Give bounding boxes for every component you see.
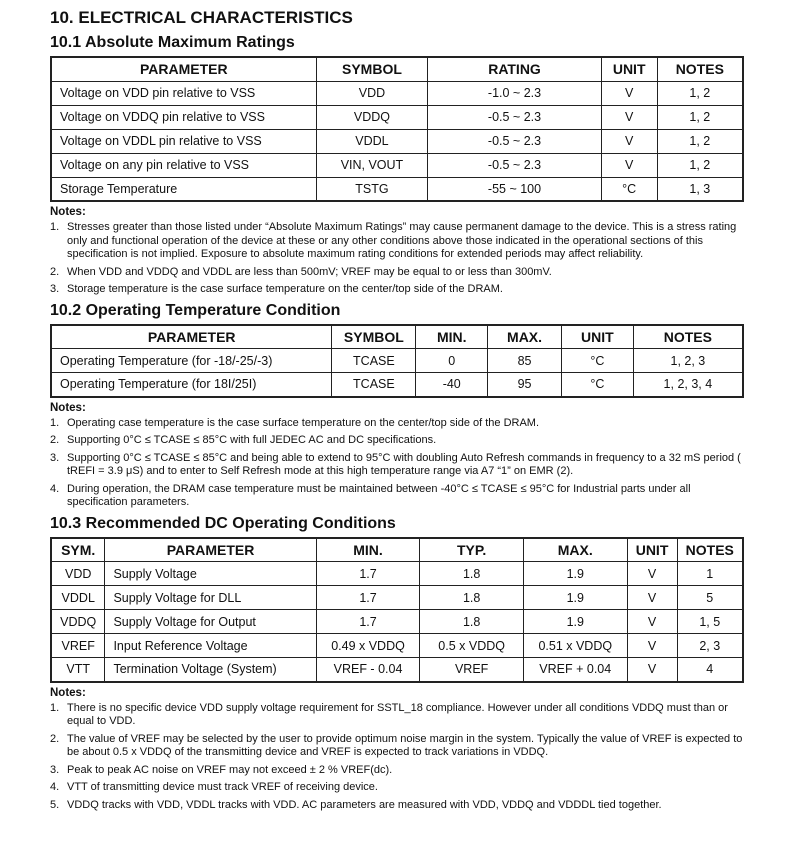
note-item: 4. During operation, the DRAM case temperature must be maintained between -40°C ≤ TCASE ≤ 95°C for Industrial parts under all specification parameters. xyxy=(50,482,691,508)
table-cell: 0.5 x VDDQ xyxy=(420,634,524,658)
table-cell: 1, 2 xyxy=(657,153,743,177)
col-header: MIN. xyxy=(316,538,420,562)
table-cell: 2, 3 xyxy=(677,634,743,658)
table-cell: 1.8 xyxy=(420,586,524,610)
note-item: 1. There is no specific device VDD supply voltage requirement for SSTL_18 compliance. However under all conditions VDDQ must than or equal to VDD. xyxy=(50,701,728,727)
dc-operating-table xyxy=(50,537,744,683)
table-row xyxy=(51,349,743,373)
table-cell: Voltage on VDDL pin relative to VSS xyxy=(51,129,316,153)
note-text: Operating case temperature is the case surface temperature on the center/top side of the DRAM. xyxy=(67,416,540,429)
table-cell: 1, 2, 3, 4 xyxy=(633,373,743,397)
table-cell: 0.51 x VDDQ xyxy=(523,634,627,658)
table-cell: 1.9 xyxy=(523,562,627,586)
table-cell: Supply Voltage for Output xyxy=(105,610,316,634)
col-header: PARAMETER xyxy=(51,57,316,81)
table-cell: TCASE xyxy=(332,373,416,397)
table-cell: VDDQ xyxy=(316,105,428,129)
table-cell: TSTG xyxy=(316,177,428,201)
table-cell: Voltage on VDD pin relative to VSS xyxy=(51,81,316,105)
table-cell: Storage Temperature xyxy=(51,177,316,201)
col-header: MAX. xyxy=(488,325,562,349)
table-cell: 1 xyxy=(677,562,743,586)
table-cell: 1.8 xyxy=(420,562,524,586)
note-text: Peak to peak AC noise on VREF may not exceed ± 2 % VREF(dc). xyxy=(67,763,393,776)
table-cell: °C xyxy=(561,349,633,373)
note-item: 5. VDDQ tracks with VDD, VDDL tracks with VDD. AC parameters are measured with VDD, VDDQ and VDDDL tied together. xyxy=(50,798,662,811)
notes-list xyxy=(50,417,744,510)
col-header: UNIT xyxy=(601,57,657,81)
table-row xyxy=(51,177,743,201)
table-cell: V xyxy=(601,129,657,153)
note-item: 2. When VDD and VDDQ and VDDL are less than 500mV; VREF may be equal to or less than 300mV. xyxy=(50,265,552,278)
note-item: 2. Supporting 0°C ≤ TCASE ≤ 85°C with full JEDEC AC and DC specifications. xyxy=(50,434,437,446)
col-header: UNIT xyxy=(561,325,633,349)
table-row xyxy=(51,658,743,682)
table-row xyxy=(51,81,743,105)
section-heading-absolute-max: 10.1 Absolute Maximum Ratings xyxy=(50,34,295,51)
table-cell: Supply Voltage for DLL xyxy=(105,586,316,610)
note-item: 3. Storage temperature is the case surface temperature on the center/top side of the DRAM. xyxy=(50,283,503,295)
table-cell: VREF xyxy=(420,658,524,682)
table-cell: 5 xyxy=(677,586,743,610)
table-cell: VREF + 0.04 xyxy=(523,658,627,682)
notes-list xyxy=(50,221,744,297)
table-cell: 1, 5 xyxy=(677,610,743,634)
table-cell: 4 xyxy=(677,658,743,682)
table-cell: Supply Voltage xyxy=(105,562,316,586)
table-cell: 1.9 xyxy=(523,586,627,610)
note-item: 2. The value of VREF may be selected by the user to provide optimum noise margin in the system. Typically the value of VREF is expected to be about 0.5 x VDDQ of the transmitting device and VREF is expected to track variations in VDDQ. xyxy=(50,732,743,758)
note-text: The value of VREF may be selected by the user to provide optimum noise margin in the system. Typically the value of VREF is expected to be about 0.5 x VDDQ of the transmitting device and VREF is expected to track variations in VDDQ. xyxy=(67,732,743,758)
col-header: MIN. xyxy=(416,325,488,349)
table-cell: VDDL xyxy=(51,586,105,610)
table-cell: V xyxy=(601,153,657,177)
page-title: 10. ELECTRICAL CHARACTERISTICS xyxy=(50,8,353,27)
table-cell: VIN, VOUT xyxy=(316,153,428,177)
note-text: During operation, the DRAM case temperature must be maintained between -40°C ≤ TCASE ≤ 95°C for Industrial parts under all specification parameters. xyxy=(67,482,691,508)
table-cell: VDD xyxy=(51,562,105,586)
note-item: 3. Supporting 0°C ≤ TCASE ≤ 85°C and being able to extend to 95°C with doubling Auto Refresh commands in frequency to a 32 mS period ( tREFI = 3.9 μS) and to enter to Self Refresh mode at this high temperature range via A7 “1” on EMR (2). xyxy=(50,451,741,477)
table-cell: VDDL xyxy=(316,129,428,153)
table-cell: -55 ~ 100 xyxy=(428,177,601,201)
section-heading-dc-operating: 10.3 Recommended DC Operating Conditions xyxy=(50,514,396,532)
table-cell: 1, 3 xyxy=(657,177,743,201)
table-row xyxy=(51,373,743,397)
col-header: NOTES xyxy=(677,538,743,562)
table-cell: V xyxy=(627,562,677,586)
note-item: 3. Peak to peak AC noise on VREF may not exceed ± 2 % VREF(dc). xyxy=(50,763,393,776)
notes-list xyxy=(50,702,744,813)
note-text: Storage temperature is the case surface temperature on the center/top side of the DRAM. xyxy=(67,283,503,295)
table-cell: 1.8 xyxy=(420,610,524,634)
table-cell: -40 xyxy=(416,373,488,397)
col-header: UNIT xyxy=(627,538,677,562)
table-cell: 1, 2 xyxy=(657,105,743,129)
table-cell: 85 xyxy=(488,349,562,373)
table-cell: V xyxy=(601,81,657,105)
table-cell: °C xyxy=(561,373,633,397)
operating-temp-table xyxy=(50,324,744,398)
table-cell: 0 xyxy=(416,349,488,373)
col-header: NOTES xyxy=(657,57,743,81)
table-cell: Input Reference Voltage xyxy=(105,634,316,658)
table-cell: 1.7 xyxy=(316,586,420,610)
note-text: VTT of transmitting device must track VREF of receiving device. xyxy=(67,781,378,793)
col-header: PARAMETER xyxy=(51,325,332,349)
table-header-row xyxy=(51,325,743,349)
table-row xyxy=(51,129,743,153)
table-row xyxy=(51,634,743,658)
table-cell: VREF - 0.04 xyxy=(316,658,420,682)
table-cell: 1.7 xyxy=(316,610,420,634)
col-header: TYP. xyxy=(420,538,524,562)
table-cell: 95 xyxy=(488,373,562,397)
table-cell: -1.0 ~ 2.3 xyxy=(428,81,601,105)
note-item: 1. Operating case temperature is the case surface temperature on the center/top side of the DRAM. xyxy=(50,416,540,429)
table-cell: 1, 2 xyxy=(657,129,743,153)
table-cell: Voltage on any pin relative to VSS xyxy=(51,153,316,177)
table-cell: 1.9 xyxy=(523,610,627,634)
table-row xyxy=(51,153,743,177)
col-header: SYM. xyxy=(51,538,105,562)
table-cell: 1, 2, 3 xyxy=(633,349,743,373)
note-text: Supporting 0°C ≤ TCASE ≤ 85°C with full JEDEC AC and DC specifications. xyxy=(67,434,437,446)
table-cell: -0.5 ~ 2.3 xyxy=(428,105,601,129)
absolute-max-table xyxy=(50,56,744,202)
table-cell: V xyxy=(627,658,677,682)
col-header: SYMBOL xyxy=(332,325,416,349)
col-header: SYMBOL xyxy=(316,57,428,81)
note-text: When VDD and VDDQ and VDDL are less than 500mV; VREF may be equal to or less than 300mV. xyxy=(67,265,552,278)
note-text: Supporting 0°C ≤ TCASE ≤ 85°C and being able to extend to 95°C with doubling Auto Refresh commands in frequency to a 32 mS period ( tREFI = 3.9 μS) and to enter to Self Refresh mode at this high temperature range via A7 “1” on EMR (2). xyxy=(67,451,741,477)
section-heading-operating-temp: 10.2 Operating Temperature Condition xyxy=(50,301,341,319)
col-header: NOTES xyxy=(633,325,743,349)
table-row xyxy=(51,610,743,634)
table-cell: VDD xyxy=(316,81,428,105)
table-cell: Operating Temperature (for -18/-25/-3) xyxy=(51,349,332,373)
table-cell: °C xyxy=(601,177,657,201)
table-cell: -0.5 ~ 2.3 xyxy=(428,153,601,177)
table-cell: VDDQ xyxy=(51,610,105,634)
note-text: There is no specific device VDD supply voltage requirement for SSTL_18 compliance. However under all conditions VDDQ must than or equal to VDD. xyxy=(67,701,728,727)
table-row xyxy=(51,586,743,610)
table-cell: TCASE xyxy=(332,349,416,373)
table-row xyxy=(51,562,743,586)
table-cell: -0.5 ~ 2.3 xyxy=(428,129,601,153)
table-cell: V xyxy=(627,610,677,634)
table-cell: 1, 2 xyxy=(657,81,743,105)
notes-label: Notes: xyxy=(50,206,86,218)
table-cell: Voltage on VDDQ pin relative to VSS xyxy=(51,105,316,129)
table-header-row xyxy=(51,538,743,562)
table-cell: V xyxy=(601,105,657,129)
note-text: Stresses greater than those listed under “Absolute Maximum Ratings” may cause permanent damage to the device. This is a stress rating only and functional operation of the device at these or any other conditions above those indicated in the operational sections of this specification is not implied. Exposure to absolute maximum rating conditions for extended periods may affect reliability. xyxy=(67,221,737,260)
table-cell: 1.7 xyxy=(316,562,420,586)
notes-label: Notes: xyxy=(50,401,86,414)
table-cell: V xyxy=(627,634,677,658)
col-header: RATING xyxy=(428,57,601,81)
note-item: 4. VTT of transmitting device must track VREF of receiving device. xyxy=(50,781,378,793)
notes-label: Notes: xyxy=(50,686,86,699)
note-item: 1. Stresses greater than those listed under “Absolute Maximum Ratings” may cause permanent damage to the device. This is a stress rating only and functional operation of the device at these or any other conditions above those indicated in the operational sections of this specification is not implied. Exposure to absolute maximum rating conditions for extended periods may affect reliability. xyxy=(50,221,737,260)
table-cell: VREF xyxy=(51,634,105,658)
col-header: PARAMETER xyxy=(105,538,316,562)
table-row xyxy=(51,105,743,129)
table-cell: Operating Temperature (for 18I/25I) xyxy=(51,373,332,397)
table-cell: Termination Voltage (System) xyxy=(105,658,316,682)
note-text: VDDQ tracks with VDD, VDDL tracks with VDD. AC parameters are measured with VDD, VDDQ and VDDDL tied together. xyxy=(67,798,662,811)
table-header-row xyxy=(51,57,743,81)
table-cell: V xyxy=(627,586,677,610)
table-cell: VTT xyxy=(51,658,105,682)
col-header: MAX. xyxy=(523,538,627,562)
table-cell: 0.49 x VDDQ xyxy=(316,634,420,658)
